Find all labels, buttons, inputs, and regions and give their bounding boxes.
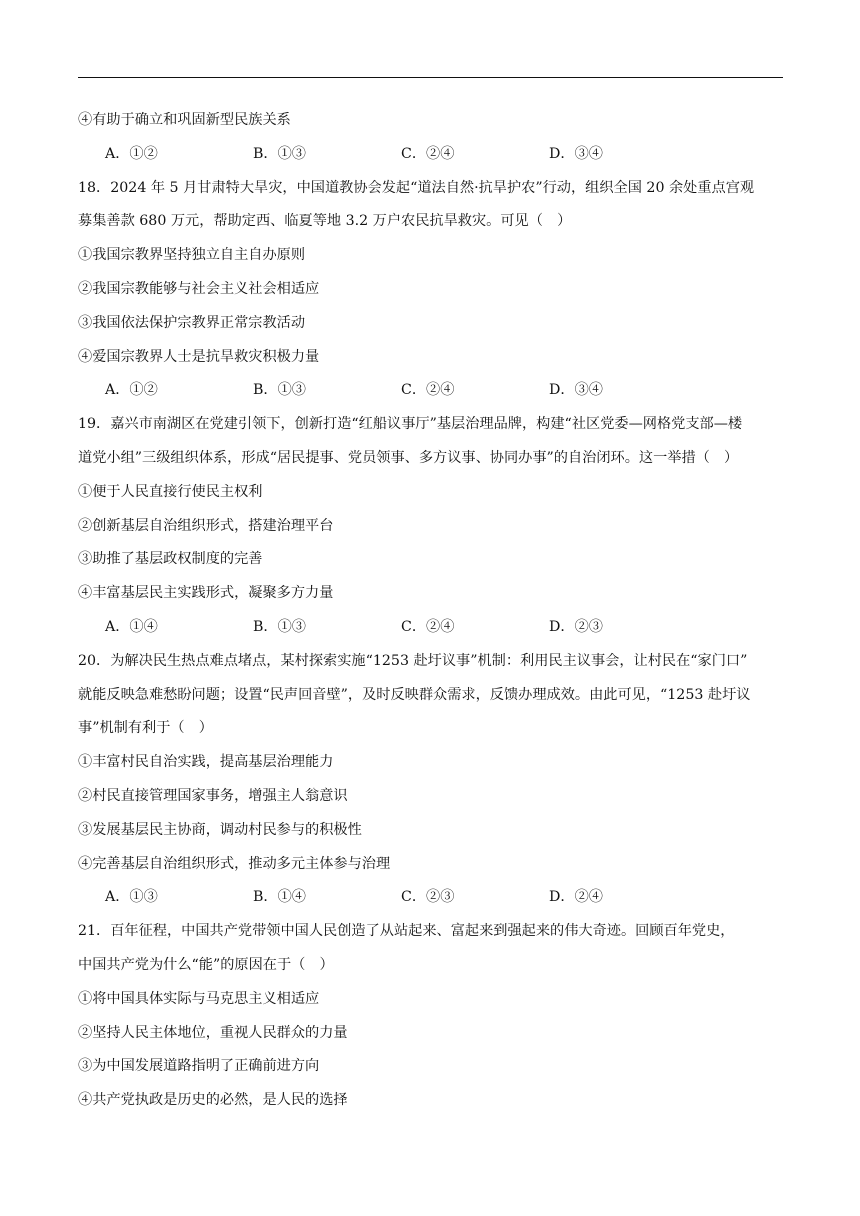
option-a: A．①② <box>105 145 158 162</box>
answer-options <box>78 138 784 172</box>
answer-options <box>78 881 784 915</box>
option-b: B．①③ <box>253 382 306 399</box>
statement: ③发展基层民主协商，调动村民参与的积极性 <box>78 821 362 838</box>
statement: ④有助于确立和巩固新型民族关系 <box>78 112 291 128</box>
question-stem-line: 事”机制有利于（ ） <box>78 720 213 737</box>
statement: ④丰富基层民主实践形式，凝聚多方力量 <box>78 585 334 602</box>
question-19 <box>78 408 784 645</box>
question-17-tail <box>78 104 784 172</box>
option-b: B．①③ <box>253 145 306 162</box>
statement: ③为中国发展道路指明了正确前进方向 <box>78 1058 320 1075</box>
answer-options <box>78 374 784 408</box>
statement: ④共产党执政是历史的必然，是人民的选择 <box>78 1092 348 1109</box>
statement: ①便于人民直接行使民主权利 <box>78 483 263 500</box>
statement: ②我国宗教能够与社会主义社会相适应 <box>78 280 320 297</box>
statement: ③我国依法保护宗教界正常宗教活动 <box>78 314 306 331</box>
question-stem-line: 中国共产党为什么“能”的原因在于（ ） <box>78 956 334 973</box>
question-stem-line: 就能反映急难愁盼问题；设置“民声回音壁”，及时反映群众需求，反馈办理成效。由此可见，“1253 赴圩议 <box>78 686 751 703</box>
statement: ①丰富村民自治实践，提高基层治理能力 <box>78 754 334 771</box>
option-d: D．③④ <box>549 145 603 162</box>
statement: ②创新基层自治组织形式，搭建治理平台 <box>78 517 334 534</box>
question-18 <box>78 172 784 409</box>
question-stem-line: 道党小组”三级组织体系，形成“居民提事、党员领事、多方议事、协同办事”的自治闭环。这一举措（ ） <box>78 449 739 466</box>
question-stem-line: 21．百年征程，中国共产党带领中国人民创造了从站起来、富起来到强起来的伟大奇迹。回顾百年党史， <box>78 923 735 940</box>
question-stem-line: 18．2024 年 5 月甘肃特大旱灾，中国道教协会发起“道法自然·抗旱护农”行动，组织全国 20 余处重点宫观 <box>78 179 755 196</box>
statement: ④爱国宗教界人士是抗旱救灾积极力量 <box>78 348 320 365</box>
question-stem-line: 20．为解决民生热点难点堵点，某村探索实施“1253 赴圩议事”机制：利用民主议事会，让村民在“家门口” <box>78 652 748 669</box>
question-20 <box>78 645 784 915</box>
question-21 <box>78 915 784 1118</box>
question-stem-line: 募集善款 680 万元，帮助定西、临夏等地 3.2 万户农民抗旱救灾。可见（ ） <box>78 213 572 230</box>
statement: ①将中国具体实际与马克思主义相适应 <box>78 990 320 1007</box>
option-c: C．②③ <box>401 889 455 906</box>
option-d: D．③④ <box>549 382 603 399</box>
option-b: B．①④ <box>253 889 306 906</box>
statement: ②村民直接管理国家事务，增强主人翁意识 <box>78 787 348 804</box>
statement: ②坚持人民主体地位，重视人民群众的力量 <box>78 1024 348 1041</box>
option-c: C．②④ <box>401 618 455 635</box>
document-page <box>78 104 784 1118</box>
statement: ①我国宗教界坚持独立自主自办原则 <box>78 247 306 264</box>
statement: ④完善基层自治组织形式，推动多元主体参与治理 <box>78 855 391 872</box>
statement: ③助推了基层政权制度的完善 <box>78 551 263 568</box>
answer-options <box>78 611 784 645</box>
option-c: C．②④ <box>401 382 455 399</box>
option-a: A．①④ <box>105 618 158 635</box>
option-b: B．①③ <box>253 618 306 635</box>
option-a: A．①③ <box>105 889 158 906</box>
option-c: C．②④ <box>401 145 455 162</box>
question-stem-line: 19．嘉兴市南湖区在党建引领下，创新打造“红船议事厅”基层治理品牌，构建“社区党委—网格党支部—楼 <box>78 416 743 433</box>
option-a: A．①② <box>105 382 158 399</box>
header-rule <box>78 77 783 78</box>
option-d: D．②④ <box>549 889 603 906</box>
option-d: D．②③ <box>549 618 603 635</box>
